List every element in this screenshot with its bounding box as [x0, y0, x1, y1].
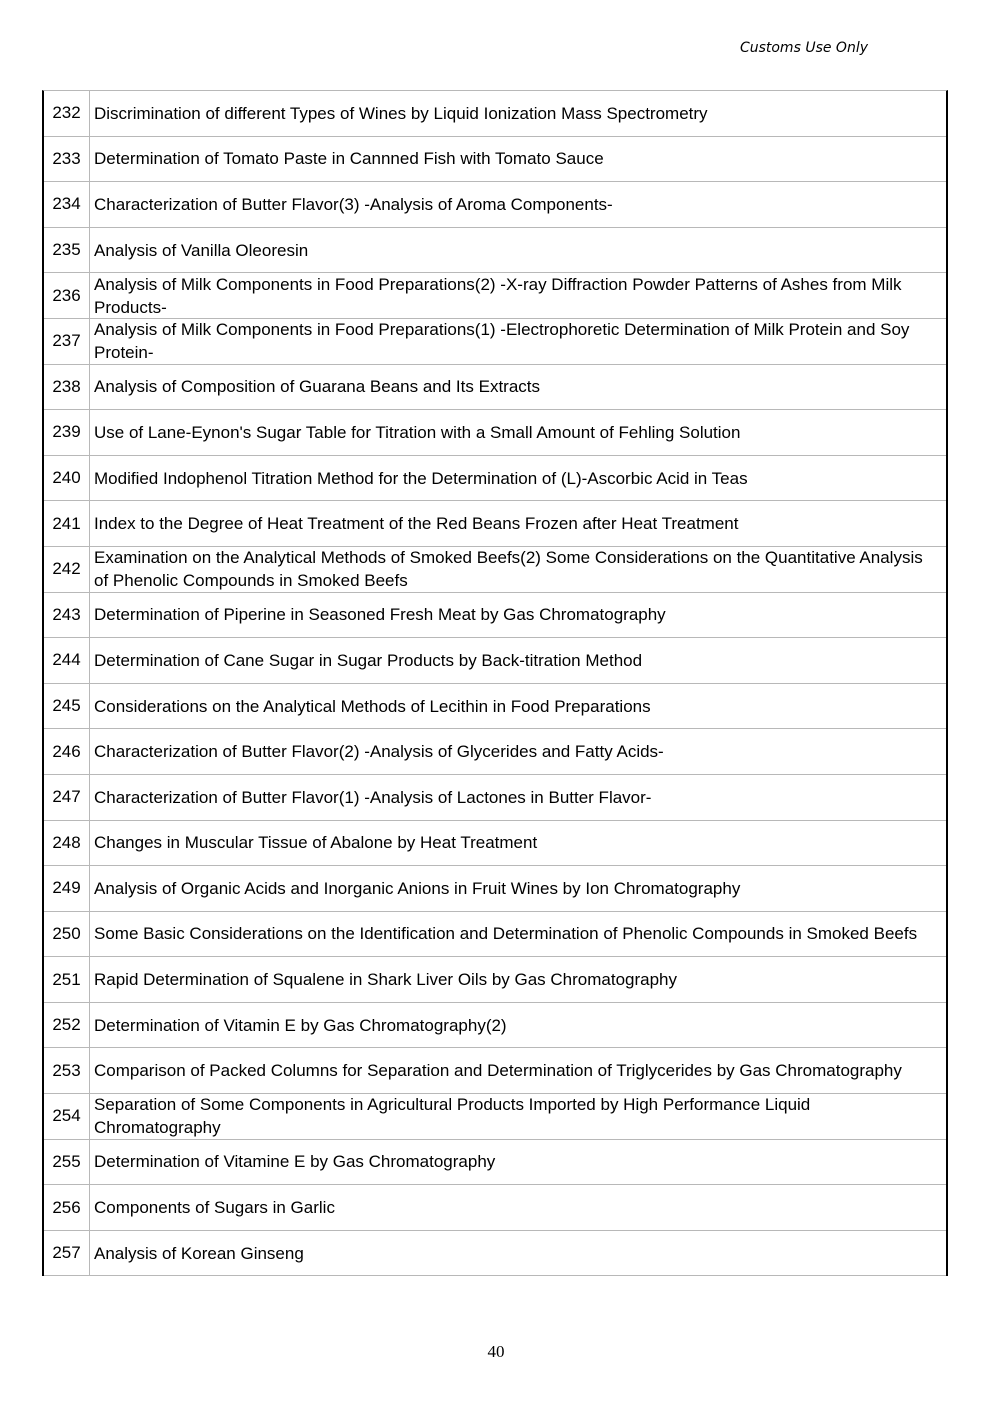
table-row [44, 912, 946, 958]
report-title-cell: Determination of Vitamin E by Gas Chromatography(2) [94, 1015, 507, 1035]
report-number-cell: 234 [44, 182, 90, 227]
table-row [44, 593, 946, 639]
table-row [44, 319, 946, 365]
report-number-cell: 244 [44, 638, 90, 683]
page-number: 40 [487, 1342, 505, 1361]
table-row [44, 821, 946, 867]
report-number-cell: 242 [44, 547, 90, 592]
report-number-cell: 251 [44, 957, 90, 1002]
report-number-cell: 238 [44, 365, 90, 410]
report-number-cell: 239 [44, 410, 90, 455]
table-row [44, 957, 946, 1003]
report-title-cell: Analysis of Korean Ginseng [94, 1243, 304, 1263]
report-number-cell: 232 [44, 91, 90, 136]
report-list-table [42, 90, 948, 1276]
report-title-cell: Determination of Cane Sugar in Sugar Products by Back-titration Method [94, 650, 643, 670]
table-row [44, 638, 946, 684]
report-number-cell: 235 [44, 228, 90, 273]
header-note: Customs Use Only [739, 40, 868, 56]
table-row [44, 775, 946, 821]
table-row [44, 866, 946, 912]
report-number-cell: 256 [44, 1185, 90, 1230]
table-row [44, 1140, 946, 1186]
table-row [44, 684, 946, 730]
report-title-cell: Analysis of Organic Acids and Inorganic Anions in Fruit Wines by Ion Chromatography [94, 878, 741, 898]
report-title-cell: Components of Sugars in Garlic [94, 1198, 335, 1218]
table-row [44, 547, 946, 593]
report-number-cell: 240 [44, 456, 90, 501]
report-title-cell: Modified Indophenol Titration Method for the Determination of (L)-Ascorbic Acid in Teas [94, 468, 748, 488]
report-title-cell: Determination of Vitamine E by Gas Chromatography [94, 1152, 496, 1172]
report-title-cell: Determination of Tomato Paste in Cannned Fish with Tomato Sauce [94, 149, 604, 169]
report-title-cell: Separation of Some Components in Agricultural Products Imported by High Performance Liquid Chromatography [94, 1095, 811, 1138]
report-number-cell: 241 [44, 501, 90, 546]
table-row [44, 1048, 946, 1094]
table-row [44, 501, 946, 547]
report-title-cell: Rapid Determination of Squalene in Shark Liver Oils by Gas Chromatography [94, 970, 678, 990]
table-row [44, 456, 946, 502]
report-number-cell: 253 [44, 1048, 90, 1093]
report-title-cell: Analysis of Composition of Guarana Beans and Its Extracts [94, 377, 541, 397]
report-title-cell: Analysis of Milk Components in Food Preparations(2) -X-ray Diffraction Powder Patterns of Ashes from Milk Products- [94, 274, 902, 317]
table-row [44, 91, 946, 137]
report-number-cell: 249 [44, 866, 90, 911]
report-title-cell: Discrimination of different Types of Wines by Liquid Ionization Mass Spectrometry [94, 103, 708, 123]
table-row [44, 410, 946, 456]
report-number-cell: 254 [44, 1094, 90, 1139]
report-title-cell: Some Basic Considerations on the Identification and Determination of Phenolic Compounds in Smoked Beefs [94, 924, 918, 944]
table-row [44, 1185, 946, 1231]
report-number-cell: 250 [44, 912, 90, 957]
report-title-cell: Use of Lane-Eynon's Sugar Table for Titration with a Small Amount of Fehling Solution [94, 422, 741, 442]
report-title-cell: Characterization of Butter Flavor(2) -Analysis of Glycerides and Fatty Acids- [94, 742, 664, 762]
report-number-cell: 247 [44, 775, 90, 820]
report-title-cell: Characterization of Butter Flavor(1) -Analysis of Lactones in Butter Flavor- [94, 787, 652, 807]
report-title-cell: Considerations on the Analytical Methods of Lecithin in Food Preparations [94, 696, 651, 716]
report-number-cell: 252 [44, 1003, 90, 1048]
report-number-cell: 237 [44, 319, 90, 364]
table-row [44, 273, 946, 319]
report-number-cell: 248 [44, 821, 90, 866]
report-number-cell: 243 [44, 593, 90, 638]
table-row [44, 137, 946, 183]
report-title-cell: Index to the Degree of Heat Treatment of the Red Beans Frozen after Heat Treatment [94, 514, 739, 534]
report-number-cell: 245 [44, 684, 90, 729]
table-row [44, 1003, 946, 1049]
table-row [44, 1094, 946, 1140]
table-row [44, 1231, 946, 1277]
table-row [44, 729, 946, 775]
report-number-cell: 233 [44, 137, 90, 182]
report-number-cell: 255 [44, 1140, 90, 1185]
report-title-cell: Analysis of Vanilla Oleoresin [94, 240, 309, 260]
table-row [44, 365, 946, 411]
report-title-cell: Examination on the Analytical Methods of Smoked Beefs(2) Some Considerations on the Quantitative Analysis of Phenolic Compounds in Smoked Beefs [94, 548, 923, 591]
report-title-cell: Comparison of Packed Columns for Separation and Determination of Triglycerides by Gas Chromatography [94, 1061, 902, 1081]
report-title-cell: Determination of Piperine in Seasoned Fresh Meat by Gas Chromatography [94, 605, 666, 625]
report-title-cell: Characterization of Butter Flavor(3) -Analysis of Aroma Components- [94, 194, 613, 214]
report-number-cell: 236 [44, 273, 90, 318]
report-title-cell: Changes in Muscular Tissue of Abalone by Heat Treatment [94, 833, 538, 853]
table-row [44, 228, 946, 274]
report-number-cell: 257 [44, 1231, 90, 1276]
table-row [44, 182, 946, 228]
report-title-cell: Analysis of Milk Components in Food Preparations(1) -Electrophoretic Determination of Milk Protein and Soy Protein- [94, 320, 910, 363]
report-number-cell: 246 [44, 729, 90, 774]
